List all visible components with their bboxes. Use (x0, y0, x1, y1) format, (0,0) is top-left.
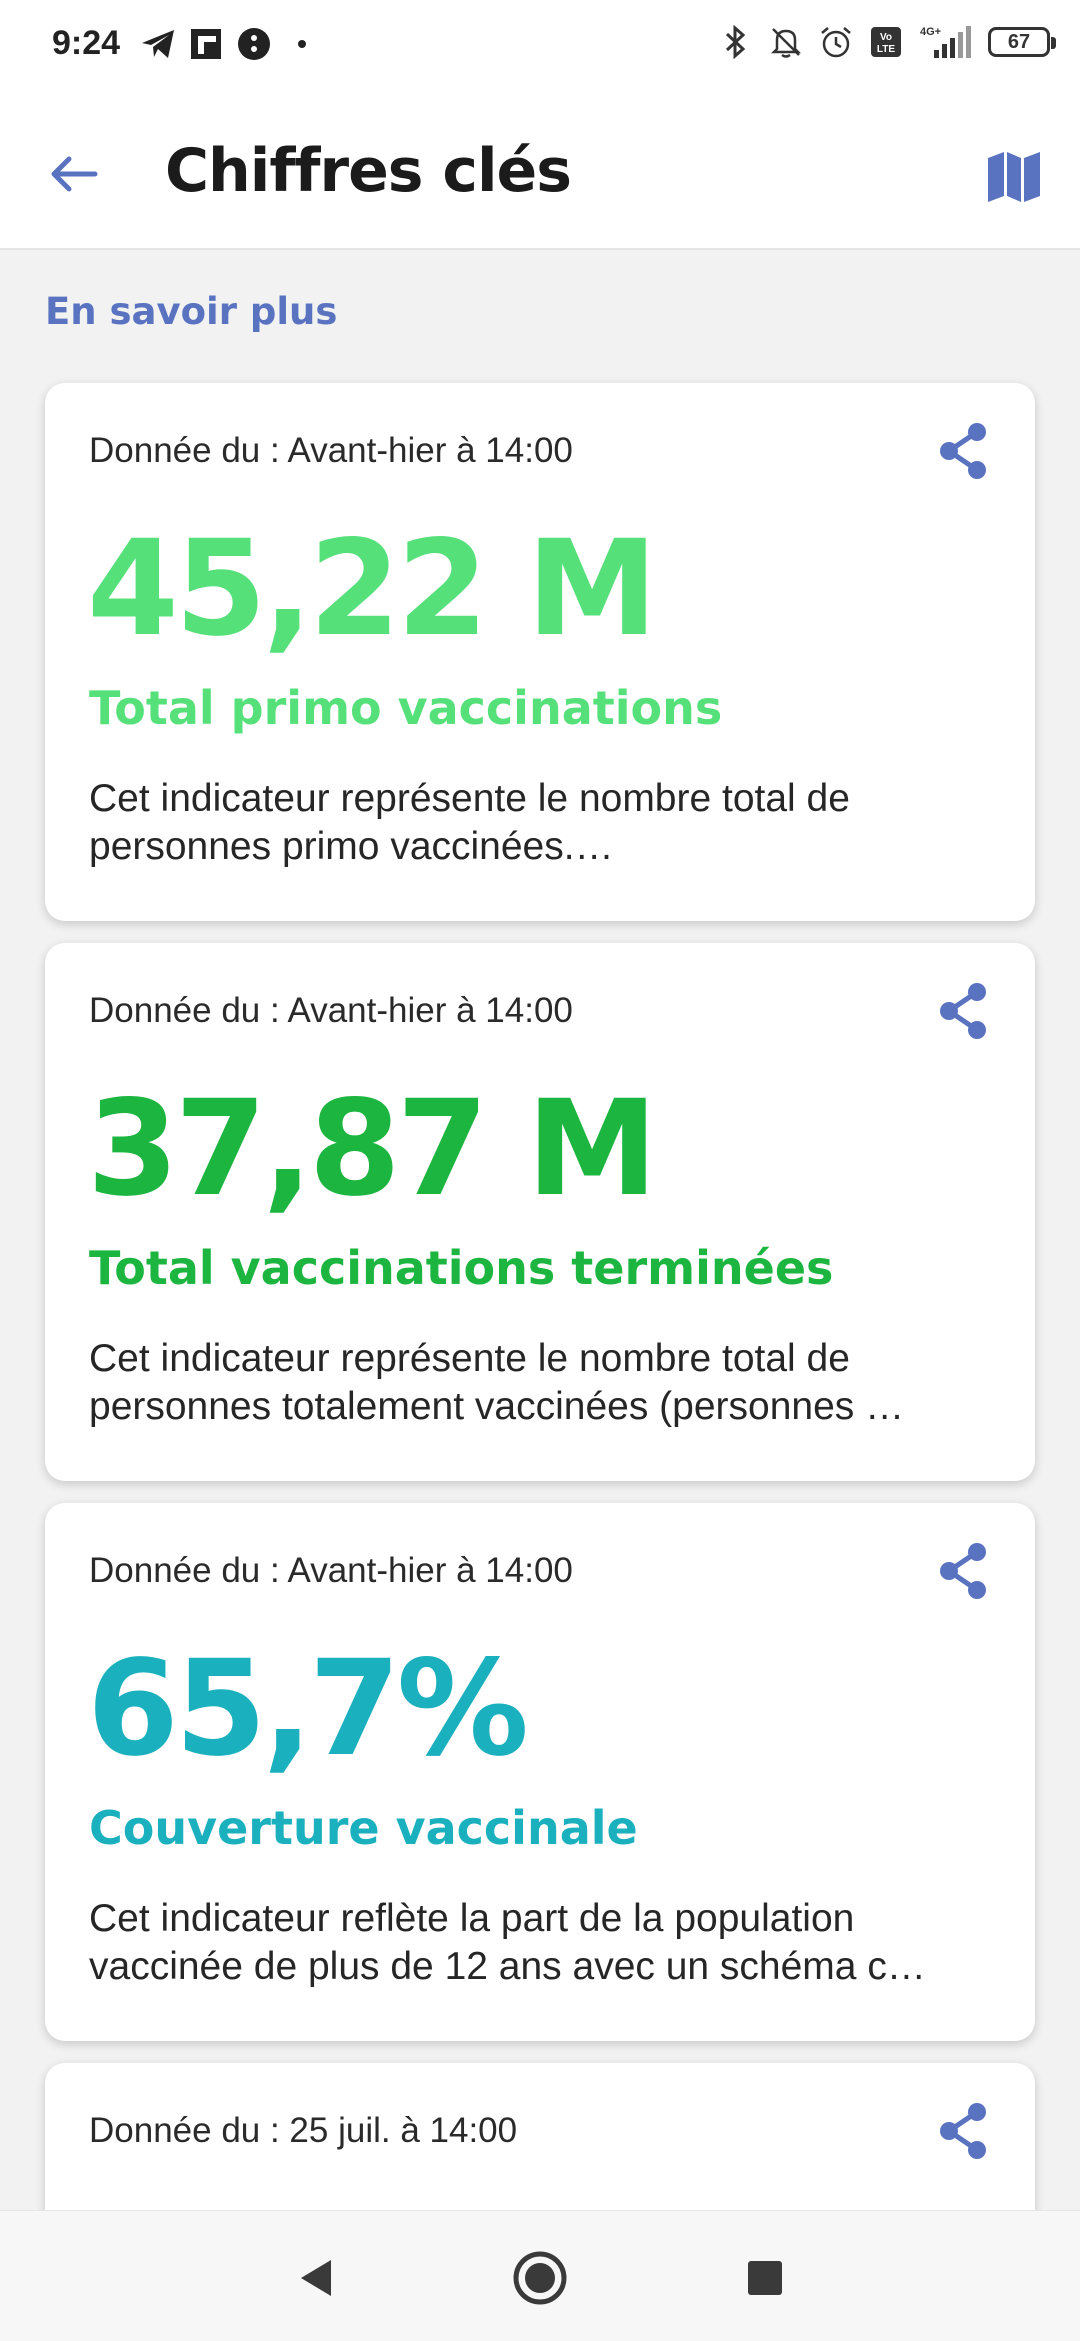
card-description-line: personnes primo vaccinées.… (89, 825, 614, 868)
card-description (89, 775, 989, 871)
nav-back-button[interactable] (280, 2243, 350, 2313)
key-figure-card[interactable] (45, 943, 1035, 1481)
triangle-back-icon (295, 2256, 335, 2300)
nav-home-button[interactable] (505, 2243, 575, 2313)
svg-text:4G+: 4G+ (920, 26, 942, 38)
card-date: Donnée du : Avant-hier à 14:00 (89, 991, 573, 1030)
card-description-line: Cet indicateur reflète la part de la population (89, 1897, 855, 1940)
status-time: 9:24 (52, 24, 121, 62)
circle-home-icon (512, 2250, 568, 2306)
arrow-left-icon (49, 154, 99, 194)
share-icon (935, 2101, 991, 2161)
share-icon (935, 1541, 991, 1601)
card-date: Donnée du : 25 juil. à 14:00 (89, 2111, 518, 2150)
card-label: Couverture vaccinale (89, 1801, 638, 1855)
card-date: Donnée du : Avant-hier à 14:00 (89, 431, 573, 470)
share-button[interactable] (931, 2099, 995, 2163)
card-description-line: Cet indicateur représente le nombre total de (89, 1337, 850, 1380)
dot-icon (284, 26, 320, 62)
share-button[interactable] (931, 979, 995, 1043)
card-value: 65,7% (87, 1632, 525, 1786)
square-recents-icon (745, 2258, 785, 2298)
bluetooth-icon (718, 24, 754, 60)
card-label: Total vaccinations terminées (89, 1241, 834, 1295)
notification-dot-icon (236, 26, 272, 62)
card-description-line: Cet indicateur représente le nombre total de (89, 777, 850, 820)
key-figures-list[interactable] (0, 250, 1080, 2210)
key-figure-card[interactable] (45, 2063, 1035, 2210)
key-figure-card[interactable] (45, 1503, 1035, 2041)
svg-text:LTE: LTE (876, 44, 896, 55)
map-button[interactable] (982, 144, 1046, 208)
share-icon (935, 981, 991, 1041)
alarm-icon (818, 24, 854, 60)
learn-more-link[interactable]: En savoir plus (45, 290, 338, 333)
status-bar (0, 0, 1080, 96)
card-value: 45,22 M (87, 512, 654, 666)
card-value: 37,87 M (87, 1072, 654, 1226)
card-description-line: vaccinée de plus de 12 ans avec un schéma c… (89, 1945, 926, 1988)
card-description (89, 1335, 989, 1431)
battery-level: 67 (1007, 30, 1031, 53)
flipboard-icon (188, 26, 224, 62)
card-description-line: personnes totalement vaccinées (personnes … (89, 1385, 905, 1428)
share-icon (935, 421, 991, 481)
page-title: Chiffres clés (165, 136, 571, 206)
map-icon (986, 148, 1042, 204)
battery-indicator (988, 27, 1050, 57)
nav-recents-button[interactable] (730, 2243, 800, 2313)
system-nav-bar (0, 2210, 1080, 2341)
svg-text:Vo: Vo (879, 32, 893, 43)
4g-signal-icon (918, 24, 974, 60)
volte-icon (868, 24, 904, 60)
back-button[interactable] (42, 142, 106, 206)
share-button[interactable] (931, 1539, 995, 1603)
card-description (89, 1895, 989, 1991)
key-figure-card[interactable] (45, 383, 1035, 921)
bell-off-icon (768, 24, 804, 60)
telegram-icon (140, 26, 176, 62)
card-label: Total primo vaccinations (89, 681, 723, 735)
share-button[interactable] (931, 419, 995, 483)
app-bar (0, 96, 1080, 250)
card-date: Donnée du : Avant-hier à 14:00 (89, 1551, 573, 1590)
